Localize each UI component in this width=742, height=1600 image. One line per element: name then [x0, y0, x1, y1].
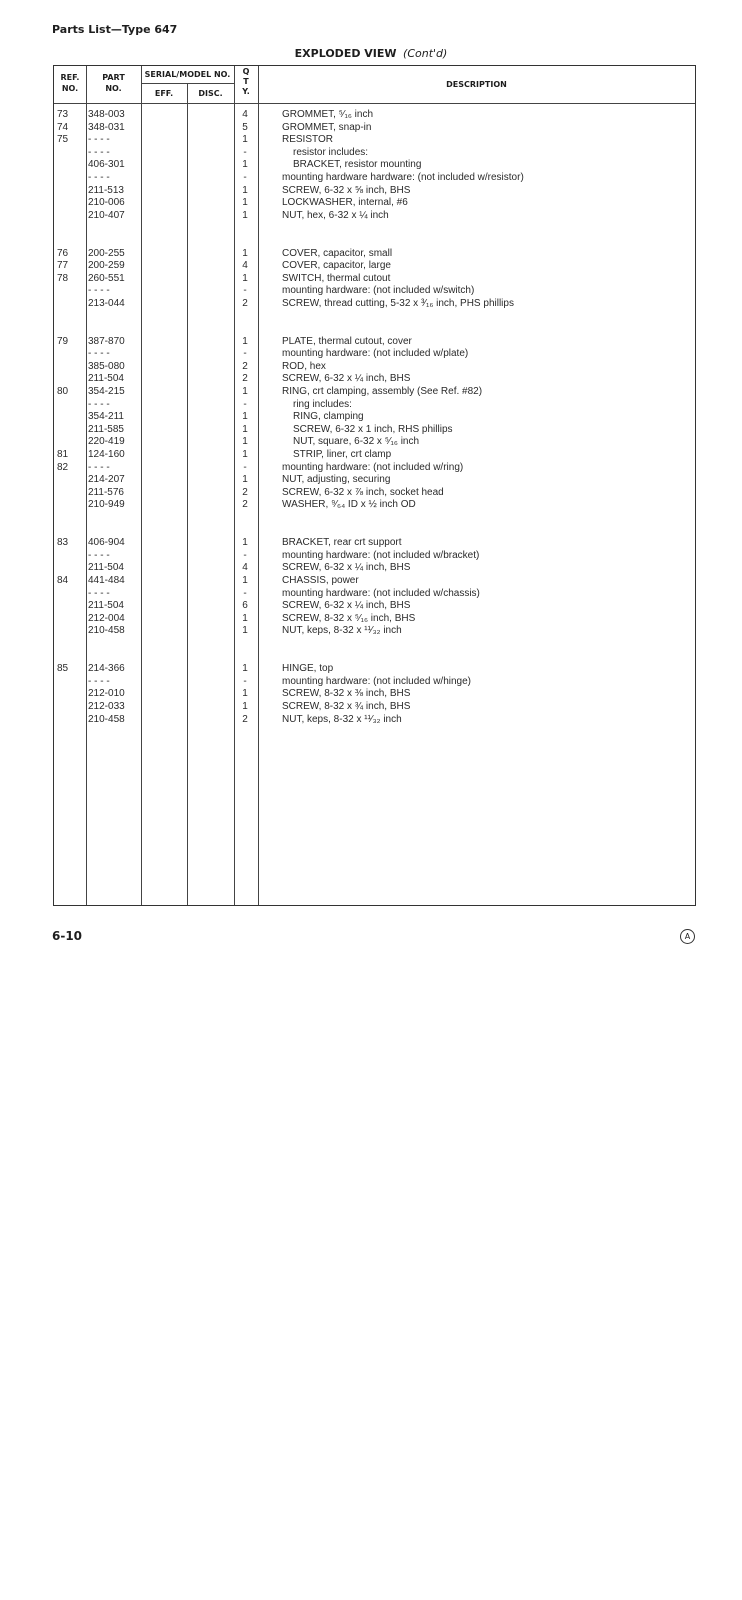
description-cell: GROMMET, ⁵⁄₁₆ inch — [282, 109, 374, 120]
quantity-cell: 2 — [242, 360, 248, 372]
quantity-cell: 5 — [242, 121, 248, 133]
part-header-line1: PART — [102, 73, 125, 82]
part-number-cell: 210-458 — [88, 713, 125, 725]
ref-cell: 76 — [57, 247, 69, 259]
quantity-cell: 2 — [242, 713, 248, 725]
quantity-cell: 1 — [242, 134, 248, 146]
quantity-cell: 1 — [242, 663, 248, 675]
description-cell: PLATE, thermal cutout, cover — [282, 335, 412, 347]
table-row — [53, 235, 696, 248]
description-cell: SWITCH, thermal cutout — [282, 272, 391, 284]
part-number-cell: 211-504 — [88, 373, 124, 385]
quantity-cell: 1 — [242, 197, 248, 209]
part-number-cell: - - - - — [88, 171, 110, 183]
quantity-cell: 4 — [242, 109, 248, 120]
description-cell: RESISTOR — [282, 134, 333, 146]
description-cell: BRACKET, resistor mounting — [293, 159, 422, 171]
table-row — [53, 436, 696, 449]
table-row — [53, 373, 696, 386]
table-row — [53, 701, 696, 714]
table-row — [53, 550, 696, 563]
part-number-cell: - - - - — [88, 134, 110, 146]
quantity-cell: 1 — [242, 272, 248, 284]
quantity-cell: 2 — [242, 373, 248, 385]
table-row — [53, 172, 696, 185]
table-row — [53, 613, 696, 626]
description-cell: mounting hardware: (not included w/switch) — [282, 285, 475, 297]
description-cell: ROD, hex — [282, 360, 326, 372]
quantity-cell: 4 — [242, 562, 248, 574]
part-number-cell: 214-207 — [88, 474, 125, 486]
description-cell: SCREW, 6-32 x ¼ inch, BHS — [282, 562, 411, 574]
description-cell: mounting hardware hardware: (not included w/resistor) — [282, 171, 524, 183]
description-cell: mounting hardware: (not included w/ring) — [282, 461, 464, 473]
part-number-cell: 210-458 — [88, 625, 125, 637]
table-row — [53, 663, 696, 676]
part-number-cell: 200-255 — [88, 247, 125, 259]
ref-cell: 74 — [57, 121, 69, 133]
part-number-cell: 211-504 — [88, 562, 124, 574]
table-row — [53, 260, 696, 273]
description-cell: RING, crt clamping, assembly (See Ref. #82) — [282, 386, 483, 398]
part-number-cell: 210-407 — [88, 209, 125, 221]
description-cell: NUT, hex, 6-32 x ¼ inch — [282, 209, 389, 221]
ref-cell: 75 — [57, 134, 69, 146]
description-header: DESCRIPTION — [446, 80, 507, 89]
description-cell: COVER, capacitor, large — [282, 260, 391, 272]
description-cell: resistor includes: — [293, 146, 369, 158]
description-cell: ring includes: — [293, 398, 352, 410]
description-cell: SCREW, 6-32 x 1 inch, RHS phillips — [293, 423, 453, 435]
table-row — [53, 185, 696, 198]
table-row — [53, 449, 696, 462]
table-row — [53, 386, 696, 399]
part-number-cell: - - - - — [88, 461, 110, 473]
parts-rows — [53, 109, 696, 726]
description-cell: SCREW, 8-32 x ¾ inch, BHS — [282, 700, 411, 712]
table-row — [53, 122, 696, 135]
qty-header — [234, 67, 258, 97]
table-row — [53, 147, 696, 160]
ref-header-line1: REF. — [60, 73, 80, 82]
quantity-cell: 6 — [242, 600, 248, 612]
table-row — [53, 248, 696, 261]
table-row — [53, 676, 696, 689]
quantity-cell: 1 — [242, 625, 248, 637]
ref-cell: 81 — [57, 449, 69, 461]
table-row — [53, 625, 696, 638]
description-cell: mounting hardware: (not included w/bracket) — [282, 549, 480, 561]
ref-cell: 80 — [57, 386, 69, 398]
part-number-cell: - - - - — [88, 285, 110, 297]
ref-cell: 73 — [57, 109, 69, 120]
description-cell: NUT, square, 6-32 x ⁵⁄₁₆ inch — [293, 436, 420, 448]
table-row — [53, 210, 696, 223]
quantity-cell: 1 — [242, 411, 248, 423]
table-row — [53, 311, 696, 324]
part-number-cell: 348-003 — [88, 109, 125, 120]
part-number-cell: 214-366 — [88, 663, 125, 675]
part-number-cell: 220-419 — [88, 436, 125, 448]
part-number-cell: 210-006 — [88, 197, 125, 209]
quantity-cell: 2 — [242, 486, 248, 498]
part-number-cell: 385-080 — [88, 360, 125, 372]
description-cell: SCREW, 6-32 x ⅝ inch, BHS — [282, 184, 411, 196]
part-number-cell: - - - - — [88, 398, 110, 410]
description-cell: mounting hardware: (not included w/chassis) — [282, 587, 480, 599]
quantity-cell: - — [243, 549, 247, 561]
table-row — [53, 298, 696, 311]
ref-cell: 84 — [57, 574, 69, 586]
table-row — [53, 336, 696, 349]
quantity-cell: 1 — [242, 436, 248, 448]
table-row — [53, 525, 696, 538]
ref-cell: 82 — [57, 461, 69, 473]
table-row — [53, 361, 696, 374]
table-row — [53, 638, 696, 651]
table-row — [53, 499, 696, 512]
part-number-cell: 212-010 — [88, 688, 125, 700]
table-row — [53, 348, 696, 361]
quantity-cell: - — [243, 675, 247, 687]
ref-header — [54, 72, 86, 94]
part-number-cell: 354-211 — [88, 411, 124, 423]
quantity-cell: 1 — [242, 700, 248, 712]
description-cell: SCREW, 8-32 x ⅜ inch, BHS — [282, 688, 411, 700]
quantity-cell: 1 — [242, 209, 248, 221]
part-number-cell: 211-576 — [88, 486, 124, 498]
part-number-cell: - - - - — [88, 675, 110, 687]
description-cell: mounting hardware: (not included w/hinge) — [282, 675, 471, 687]
part-number-cell: 406-904 — [88, 537, 125, 549]
description-cell: SCREW, 6-32 x ⅞ inch, socket head — [282, 486, 444, 498]
quantity-cell: 2 — [242, 297, 248, 309]
table-row — [53, 600, 696, 613]
ref-cell: 77 — [57, 260, 69, 272]
ref-cell: 79 — [57, 335, 69, 347]
quantity-cell: - — [243, 348, 247, 360]
part-header — [86, 72, 141, 94]
quantity-cell: 1 — [242, 184, 248, 196]
quantity-cell: 1 — [242, 537, 248, 549]
description-cell: BRACKET, rear crt support — [282, 537, 402, 549]
logo-mark: A — [680, 929, 695, 944]
table-row — [53, 109, 696, 122]
quantity-cell: 1 — [242, 474, 248, 486]
section-suffix: (Cont'd) — [403, 47, 448, 60]
table-row — [53, 222, 696, 235]
table-row — [53, 134, 696, 147]
quantity-cell: 1 — [242, 449, 248, 461]
description-cell: COVER, capacitor, small — [282, 247, 393, 259]
table-row — [53, 512, 696, 525]
table-row — [53, 411, 696, 424]
description-cell: CHASSIS, power — [282, 574, 359, 586]
table-row — [53, 537, 696, 550]
running-title: Parts List—Type 647 — [52, 23, 178, 36]
description-cell: GROMMET, snap-in — [282, 121, 372, 133]
part-number-cell: 260-551 — [88, 272, 125, 284]
quantity-cell: 1 — [242, 247, 248, 259]
part-number-cell: - - - - — [88, 146, 110, 158]
quantity-cell: - — [243, 146, 247, 158]
description-cell: NUT, keps, 8-32 x ¹¹⁄₃₂ inch — [282, 713, 402, 725]
table-row — [53, 588, 696, 601]
ref-cell: 78 — [57, 272, 69, 284]
part-number-cell: - - - - — [88, 549, 110, 561]
description-cell: RING, clamping — [293, 411, 364, 423]
qty-header-q: Q — [242, 67, 250, 76]
table-row — [53, 273, 696, 286]
description-cell: NUT, adjusting, securing — [282, 474, 391, 486]
part-number-cell: 210-949 — [88, 499, 125, 511]
description-cell: SCREW, 6-32 x ¼ inch, BHS — [282, 373, 411, 385]
part-number-cell: 124-160 — [88, 449, 125, 461]
table-row — [53, 714, 696, 727]
description-cell: mounting hardware: (not included w/plate) — [282, 348, 469, 360]
part-number-cell: - - - - — [88, 348, 110, 360]
part-number-cell: 211-504 — [88, 600, 124, 612]
section-heading — [0, 47, 742, 60]
table-row — [53, 562, 696, 575]
quantity-cell: 1 — [242, 335, 248, 347]
serial-header: SERIAL/MODEL NO. — [144, 70, 231, 79]
ref-header-line2: NO. — [61, 84, 79, 93]
table-row — [53, 575, 696, 588]
part-number-cell: 441-484 — [88, 574, 125, 586]
table-row — [53, 159, 696, 172]
page-number: 6-10 — [52, 929, 83, 943]
quantity-cell: 4 — [242, 260, 248, 272]
disc-header: DISC. — [198, 89, 223, 98]
quantity-cell: 1 — [242, 612, 248, 624]
ref-cell: 83 — [57, 537, 69, 549]
quantity-cell: 1 — [242, 386, 248, 398]
quantity-cell: 1 — [242, 159, 248, 171]
qty-header-t: T — [243, 77, 249, 86]
description-cell: STRIP, liner, crt clamp — [293, 449, 392, 461]
table-row — [53, 197, 696, 210]
description-cell: SCREW, 6-32 x ¼ inch, BHS — [282, 600, 411, 612]
quantity-cell: - — [243, 398, 247, 410]
quantity-cell: 2 — [242, 499, 248, 511]
part-number-cell: 200-259 — [88, 260, 125, 272]
table-row — [53, 474, 696, 487]
part-number-cell: 354-215 — [88, 386, 125, 398]
quantity-cell: - — [243, 461, 247, 473]
description-cell: NUT, keps, 8-32 x ¹¹⁄₃₂ inch — [282, 625, 402, 637]
part-number-cell: 211-585 — [88, 423, 124, 435]
part-number-cell: 348-031 — [88, 121, 125, 133]
part-header-line2: NO. — [105, 84, 122, 93]
tektronix-logo — [680, 929, 695, 944]
quantity-cell: - — [243, 171, 247, 183]
part-number-cell: 213-044 — [88, 297, 125, 309]
serial-rule — [141, 83, 234, 84]
qty-header-y: Y. — [242, 87, 250, 96]
table-row — [53, 424, 696, 437]
table-row — [53, 323, 696, 336]
description-cell: SCREW, 8-32 x ⁵⁄₁₆ inch, BHS — [282, 612, 416, 624]
header-rule — [54, 103, 695, 104]
description-cell: HINGE, top — [282, 663, 334, 675]
quantity-cell: 1 — [242, 423, 248, 435]
part-number-cell: - - - - — [88, 587, 110, 599]
description-cell: SCREW, thread cutting, 5-32 x ³⁄₁₆ inch, PHS phillips — [282, 297, 514, 309]
table-row — [53, 651, 696, 664]
table-row — [53, 285, 696, 298]
table-row — [53, 462, 696, 475]
section-title: EXPLODED VIEW — [294, 47, 397, 60]
table-row — [53, 688, 696, 701]
description-cell: WASHER, ⁹⁄₆₄ ID x ½ inch OD — [282, 499, 416, 511]
quantity-cell: - — [243, 285, 247, 297]
description-cell: LOCKWASHER, internal, #6 — [282, 197, 408, 209]
quantity-cell: 1 — [242, 688, 248, 700]
ref-cell: 85 — [57, 663, 69, 675]
part-number-cell: 211-513 — [88, 184, 124, 196]
part-number-cell: 212-004 — [88, 612, 125, 624]
table-row — [53, 487, 696, 500]
quantity-cell: - — [243, 587, 247, 599]
part-number-cell: 406-301 — [88, 159, 125, 171]
eff-header: EFF. — [154, 89, 174, 98]
quantity-cell: 1 — [242, 574, 248, 586]
part-number-cell: 212-033 — [88, 700, 125, 712]
part-number-cell: 387-870 — [88, 335, 125, 347]
table-row — [53, 399, 696, 412]
